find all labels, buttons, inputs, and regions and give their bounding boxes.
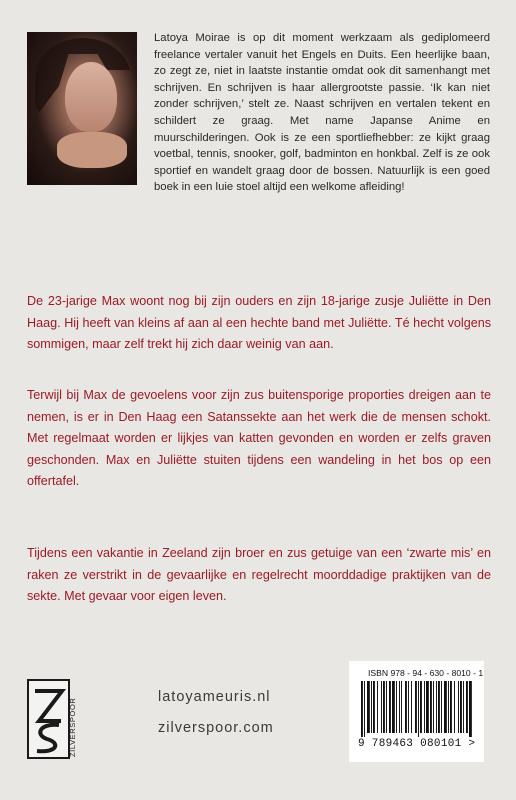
barcode-bar [381, 681, 382, 733]
barcode-bar [364, 681, 365, 737]
barcode-bar [367, 681, 370, 733]
barcode-bar [411, 681, 412, 733]
barcode-bar [361, 681, 363, 737]
barcode-bar [418, 681, 419, 737]
barcode-bar [458, 681, 459, 733]
isbn-label: ISBN 978 - 94 - 630 - 8010 - 1 [368, 668, 484, 678]
barcode-bar [386, 681, 387, 733]
barcode-bar [405, 681, 407, 733]
publisher-name: ZILVERSPOOR [68, 697, 77, 757]
author-photo [27, 32, 137, 185]
barcode-bar [389, 681, 391, 733]
barcode-bar [469, 681, 472, 737]
barcode-bar [463, 681, 464, 733]
barcode-bar [392, 681, 395, 733]
stylized-z-s-monogram-icon [27, 679, 70, 759]
barcode-bar [420, 681, 422, 733]
barcode-bar [373, 681, 375, 733]
barcode-digits: 9 789463 080101 > [358, 738, 476, 750]
barcode-bar [460, 681, 462, 733]
publisher-url[interactable]: zilverspoor.com [158, 720, 274, 736]
barcode-bar [436, 681, 437, 733]
barcode-bar [399, 681, 400, 733]
barcode-bar [383, 681, 385, 733]
author-url[interactable]: latoyameuris.nl [158, 689, 271, 705]
barcode-bar [433, 681, 434, 733]
barcode-bar [438, 681, 440, 733]
barcode-bar [441, 681, 442, 733]
barcode-bar [401, 681, 402, 733]
barcode-bar [371, 681, 372, 733]
blurb-paragraph-1: De 23-jarige Max woont nog bij zijn ouders en zijn 18-jarige zusje Juliëtte in Den Haag. Hij heeft van kleins af aan al een hechte band met Juliëtte. Té hecht volgens sommigen, maar zelf trekt hij zich daar weinig van aan. [27, 294, 491, 351]
barcode-bar [454, 681, 455, 733]
url-list [158, 689, 274, 751]
blurb-paragraph-3: Tijdens een vakantie in Zeeland zijn broer en zus getuige van een ‘zwarte mis’ en raken ze verstrikt in de gevaarlijke en regelrecht moorddadige praktijken van de sekte. Met gevaar voor eigen leven. [27, 546, 491, 603]
barcode-bar [408, 681, 409, 733]
barcode-bar [430, 681, 432, 733]
barcode-bar [426, 681, 429, 733]
barcode-bar [424, 681, 425, 733]
author-bio: Latoya Moirae is op dit moment werkzaam als gediplomeerd freelance vertaler vanuit het Engels en Duits. Een heerlijke baan, zo zegt ze, niet in laatste instantie omdat ook dit samenhangt met schrijven. En schrijven is haar allergrootste passie. ‘Ik kan niet zonder schrijven,’ stelt ze. Naast schrijven en vertalen tekent en schildert ze graag. Met name Japanse Anime en muurschilderingen. Ook is ze een sportliefhebber: ze kijkt graag voetbal, tennis, snooker, golf, badminton en honkbal. Zelf is ze ook sportief en wandelt graag door de bossen. Natuurlijk is een goed boek in een luie stoel altijd een welkome afleiding! [154, 32, 490, 194]
barcode-bar [448, 681, 449, 733]
barcode-bar [377, 681, 378, 733]
barcode-bar [415, 681, 417, 733]
barcode-bar [396, 681, 397, 733]
barcode-bar [466, 681, 468, 733]
barcode-bars [361, 681, 476, 737]
blurb-paragraph-2: Terwijl bij Max de gevoelens voor zijn zus buitensporige proporties dreigen aan te nemen, is er in Den Haag een Satanssekte aan het werk die de mensen schokt. Met regelmaat worden er lijkjes van katten gevonden en worden er zelfs graven geschonden. Max en Juliëtte stuiten tijdens een wandeling in het bos op een offertafel. [27, 388, 491, 488]
publisher-logo [27, 679, 81, 759]
barcode-bar [450, 681, 452, 733]
barcode-bar [444, 681, 447, 733]
